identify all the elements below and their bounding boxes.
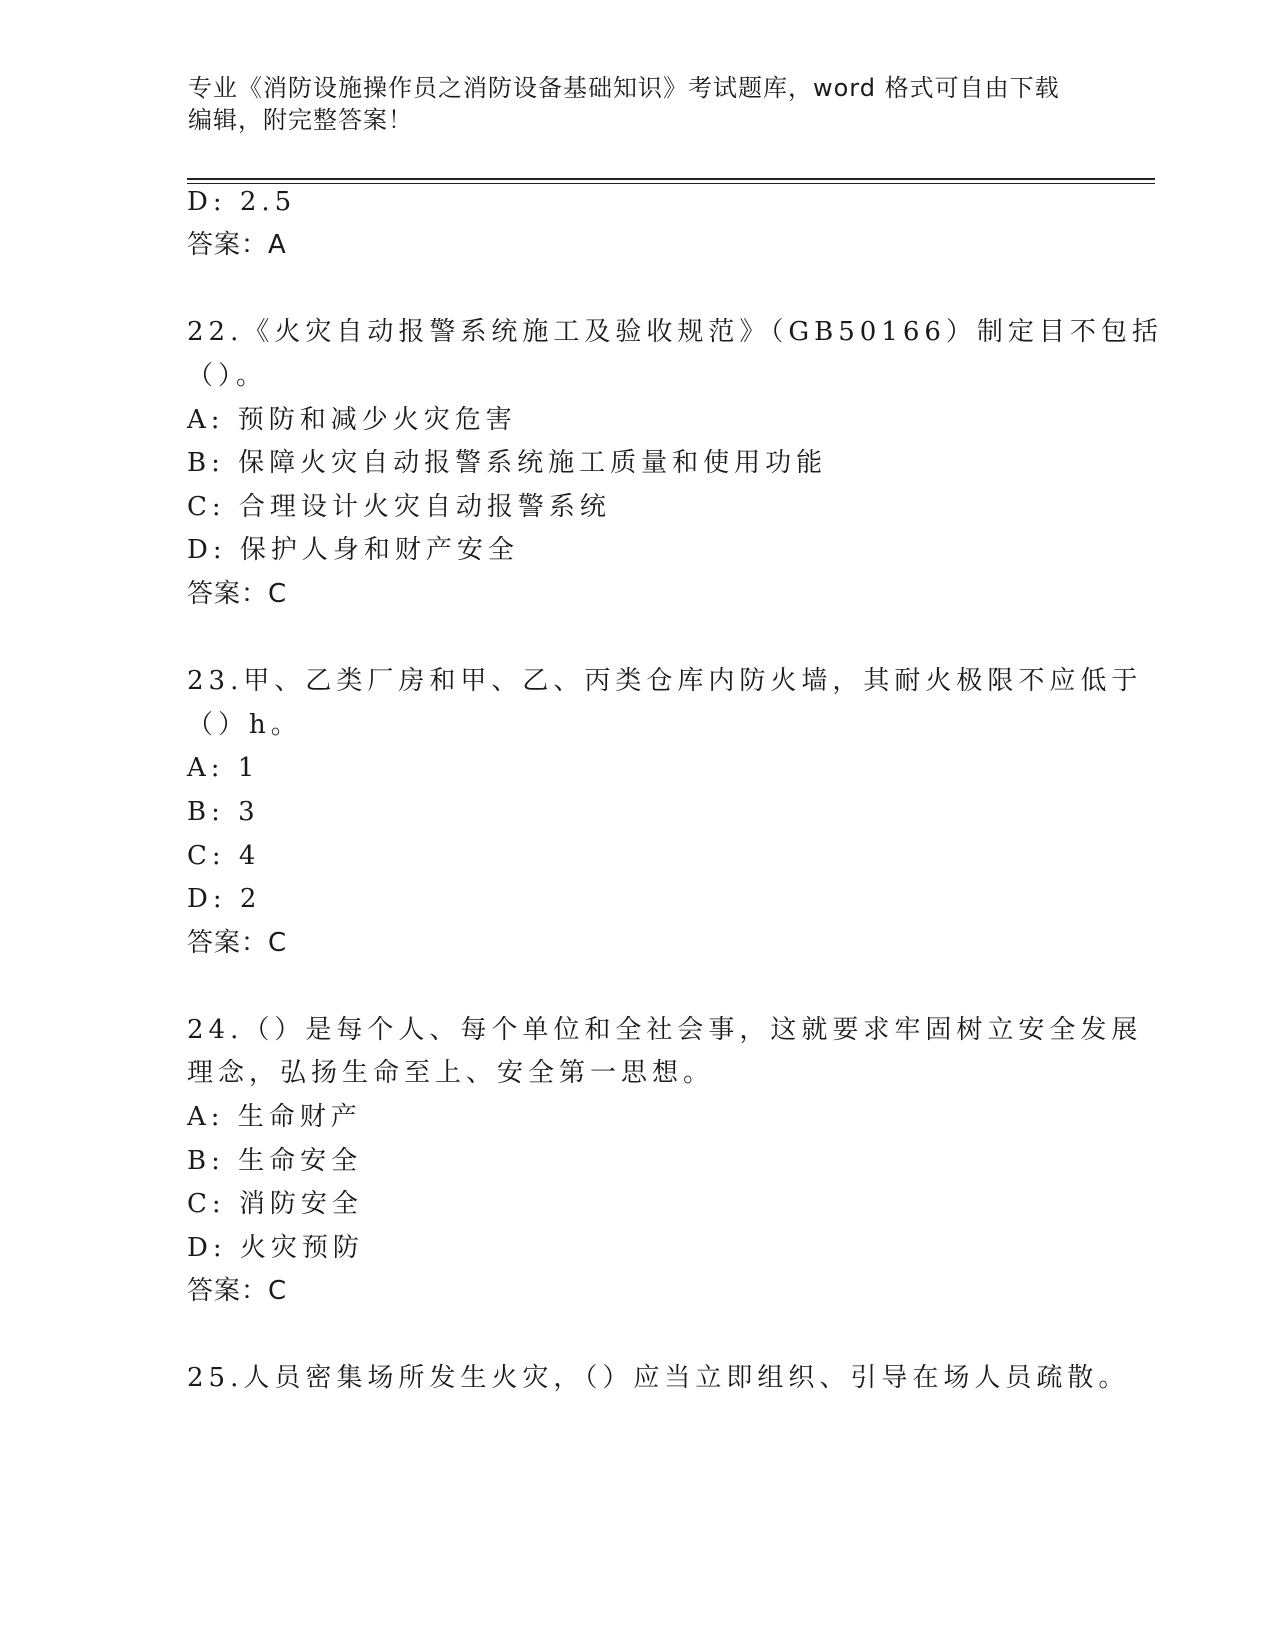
document-header: 专业《消防设施操作员之消防设备基础知识》考试题库，word 格式可自由下载编辑，附完整答案！ [188,74,1060,134]
q22-option-b: B: 保障火灾自动报警系统施工质量和使用功能 [187,448,828,478]
q23-option-b: B: 3 [187,797,260,827]
q24-option-b: B: 生命安全 [187,1146,363,1176]
q24-answer: 答案：C [187,1276,288,1306]
q24-option-d: D: 火灾预防 [187,1233,364,1263]
q23-option-c: C: 4 [187,841,261,871]
q22-option-c: C: 合理设计火灾自动报警系统 [187,492,611,522]
q22-option-a: A: 预防和减少火灾危害 [187,405,517,435]
q24-option-a: A: 生命财产 [187,1102,362,1132]
q22-stem-line2: （）。 [187,361,268,391]
header-rule-thin [187,183,1155,184]
q24-option-c: C: 消防安全 [187,1189,363,1219]
q23-answer: 答案：C [187,928,288,958]
q25-stem-line1: 25.人员密集场所发生火灾，（）应当立即组织、引导在场人员疏散。 [187,1363,1130,1393]
q22-stem-line1: 22.《火灾自动报警系统施工及验收规范》（GB50166）制定目不包括 [187,317,1163,347]
q23-option-a: A: 1 [187,753,260,783]
q21-option-d: D: 2.5 [187,187,297,217]
q21-answer: 答案：A [187,230,287,260]
q23-stem-line2: （）h。 [187,710,302,740]
header-rule-thick [187,178,1155,180]
q23-stem-line1: 23.甲、乙类厂房和甲、乙、丙类仓库内防火墙，其耐火极限不应低于 [187,666,1143,696]
q24-stem-line2: 理念，弘扬生命至上、安全第一思想。 [187,1058,715,1088]
q22-answer: 答案：C [187,579,288,609]
q24-stem-line1: 24.（）是每个人、每个单位和全社会事，这就要求牢固树立安全发展 [187,1015,1143,1045]
q22-option-d: D: 保护人身和财产安全 [187,535,519,565]
q23-option-d: D: 2 [187,884,262,914]
